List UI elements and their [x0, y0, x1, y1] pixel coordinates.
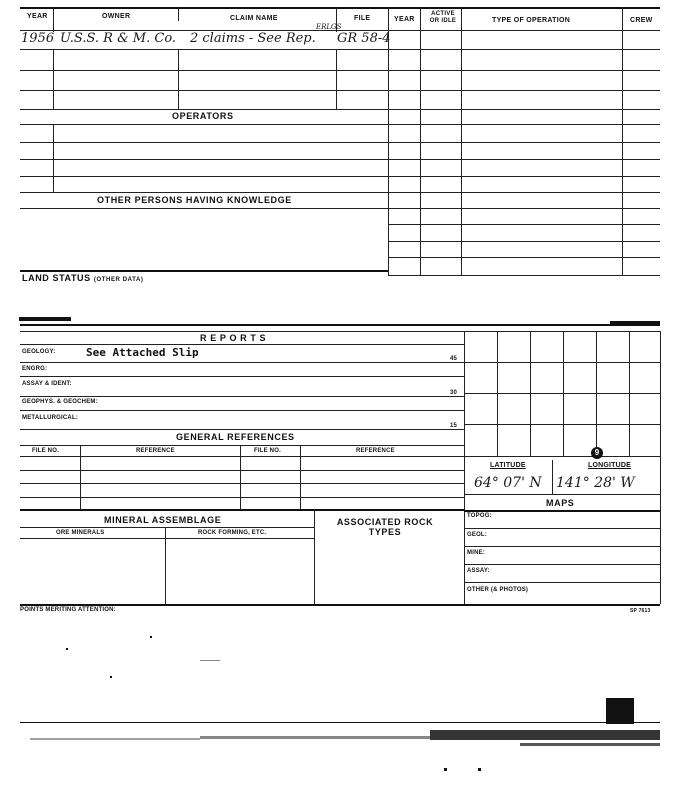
ref-file-no-1: FILE NO. [32, 448, 59, 454]
land-status-sub: (OTHER DATA) [93, 277, 144, 283]
maps-mine: MINE: [467, 550, 485, 556]
header-owner: OWNER [102, 13, 131, 20]
number-45: 45 [450, 356, 458, 362]
operators-title: OPERATORS [172, 111, 234, 121]
header-year: YEAR [27, 13, 48, 20]
maps-other: OTHER (& PHOTOS) [467, 587, 529, 593]
associated-rock-types-title: ASSOCIATED ROCK TYPES [336, 517, 434, 537]
entry-file-note: ERLGS [316, 23, 342, 31]
header-crew: CREW [630, 17, 653, 24]
land-status-label: LAND STATUS [22, 273, 91, 283]
number-30: 30 [450, 390, 458, 396]
geophys-label: GEOPHYS. & GEOCHEM: [22, 399, 98, 405]
latitude-value: 64° 07' N [474, 475, 542, 491]
points-meriting-label: POINTS MERITING ATTENTION: [20, 607, 116, 613]
general-references-title: GENERAL REFERENCES [176, 432, 295, 442]
maps-topog: TOPOG: [467, 513, 492, 519]
entry-owner: U.S.S. R & M. Co. [60, 31, 177, 46]
land-status-title [22, 273, 144, 283]
geology-label: GEOLOGY: [22, 349, 56, 355]
ore-minerals-label: ORE MINERALS [56, 530, 105, 536]
ref-reference-2: REFERENCE [356, 448, 395, 454]
rock-forming-label: ROCK FORMING, ETC. [198, 530, 267, 536]
header-active-idle: ACTIVE OR IDLE [429, 11, 457, 24]
header-file: FILE [354, 15, 371, 22]
latitude-label: LATITUDE [490, 462, 526, 469]
entry-year: 1956 [21, 31, 55, 46]
assay-label: ASSAY & IDENT: [22, 381, 72, 387]
maps-title: MAPS [546, 498, 575, 508]
grid-marker: 9 [591, 447, 603, 459]
entry-claim: 2 claims - See Rep. [190, 31, 316, 46]
mineral-assemblage-title: MINERAL ASSEMBLAGE [104, 515, 222, 525]
reports-title: R E P O R T S [200, 333, 267, 343]
header-claim-name: CLAIM NAME [230, 15, 278, 22]
maps-geol: GEOL: [467, 532, 487, 538]
longitude-label: LONGITUDE [588, 462, 632, 469]
header-type-of-operation: TYPE OF OPERATION [492, 17, 571, 24]
ref-file-no-2: FILE NO. [254, 448, 281, 454]
other-persons-title: OTHER PERSONS HAVING KNOWLEDGE [97, 195, 292, 205]
geology-value: See Attached Slip [86, 346, 199, 359]
header-year-2: YEAR [394, 16, 415, 23]
number-15: 15 [450, 423, 458, 429]
engrg-label: ENGRG: [22, 366, 48, 372]
form-number: SP 7613 [630, 608, 651, 614]
maps-assay: ASSAY: [467, 568, 490, 574]
entry-file: GR 58-4 [337, 31, 391, 46]
longitude-value: 141° 28' W [556, 475, 635, 491]
metallurgical-label: METALLURGICAL: [22, 415, 79, 421]
ref-reference-1: REFERENCE [136, 448, 175, 454]
